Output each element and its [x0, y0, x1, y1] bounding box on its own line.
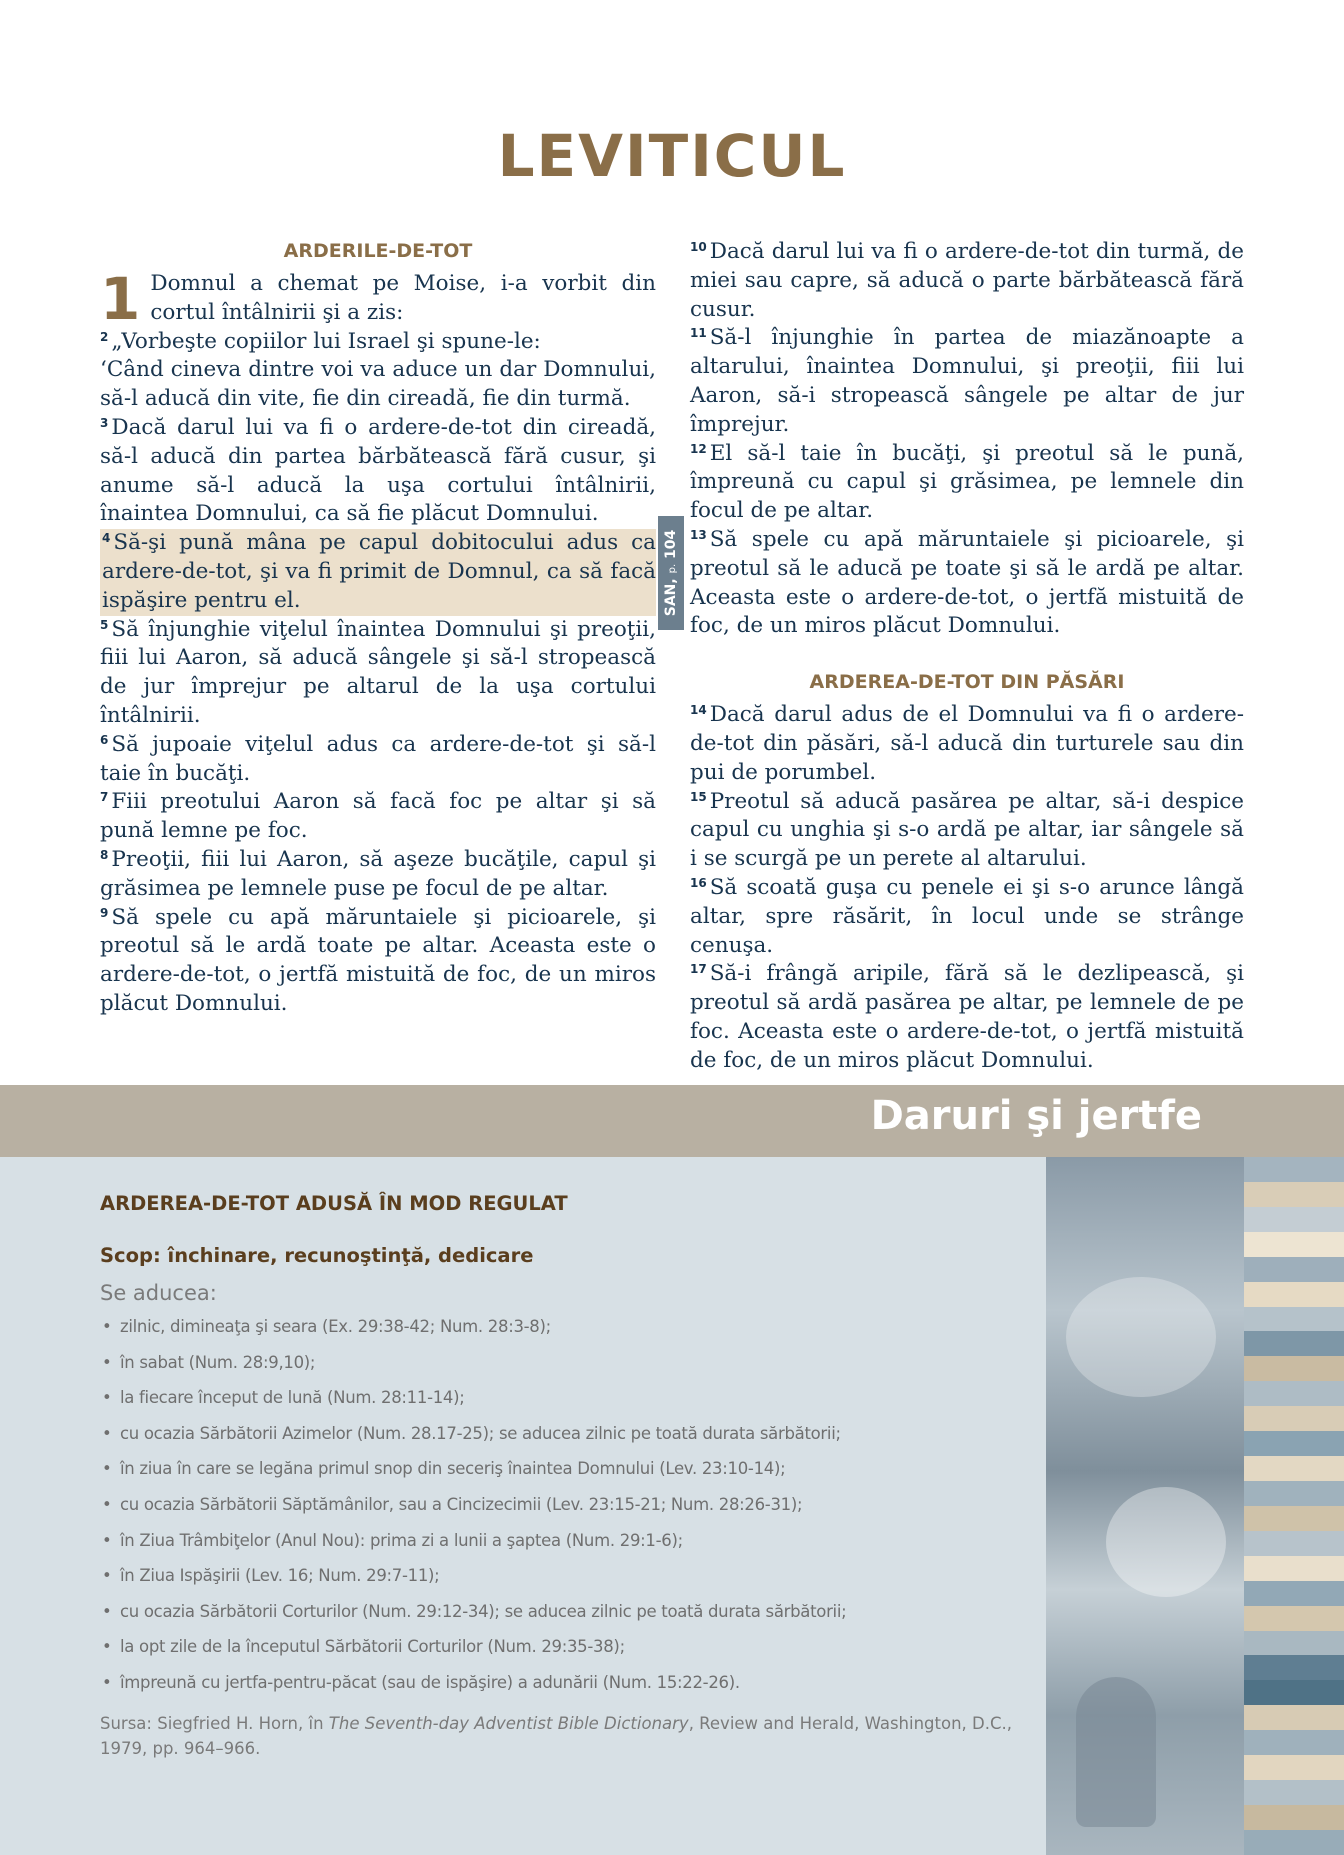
verse-13: $^{13}$ Să spele cu apă măruntaiele şi picioarele, şi preotul să le aducă pe toate şi să le ardă pe altar. Aceasta este o ardere-de-tot, o jertfă mistuită de foc, de un miros plăcut Domnului. — [690, 526, 1244, 639]
stripe — [1244, 1655, 1344, 1680]
stripe — [1244, 1606, 1344, 1631]
stripe — [1244, 1830, 1344, 1855]
stripe — [1244, 1257, 1344, 1282]
stripe — [1244, 1506, 1344, 1531]
stripe — [1244, 1805, 1344, 1830]
stripe — [1244, 1207, 1344, 1232]
sky-hands-photo — [1046, 1157, 1244, 1855]
list-item: • zilnic, dimineaţa şi seara (Ex. 29:38-42; Num. 28:3-8); — [100, 1309, 1030, 1345]
list-item: • în ziua în care se legăna primul snop din seceriş înaintea Domnului (Lev. 23:10-14); — [100, 1451, 1030, 1487]
stripe — [1244, 1307, 1344, 1332]
verse-11: $^{11}$ Să-l înjunghie în partea de miazănoapte a altarului, înaintea Domnului, şi preoţii, fiii lui Aaron, să-i stropească sângele pe altar de jur împrejur. — [690, 325, 1244, 437]
verse-15: $^{15}$ Preotul să aducă pasărea pe altar, să-i despice capul cu unghia şi s-o ardă pe altar, iar sângele să i se scurgă pe un perete al altarului. — [690, 788, 1244, 872]
list-item: • la opt zile de la începutul Sărbătorii Corturilor (Num. 29:35-38); — [100, 1629, 1030, 1665]
verse-8: $^8$ Preoţii, fiii lui Aaron, să aşeze bucăţile, capul şi grăsimea pe lemnele puse pe focul de pe altar. — [100, 846, 656, 901]
verse-7: $^7$ Fiii preotului Aaron să facă foc pe altar şi să pună lemne pe foc. — [100, 789, 656, 844]
verse-17: $^{17}$ Să-i frângă aripile, fără să le dezlipească, şi preotul să ardă pasărea pe altar, pe lemnele de pe foc. Aceasta este o ardere-de-tot, o jertfă mistuită de foc, de un miros plăcut Domnului. — [690, 961, 1244, 1073]
stripe — [1244, 1581, 1344, 1606]
verse-2: $^2$ „Vorbeşte copiilor lui Israel şi spune-le: — [100, 328, 541, 354]
stripe — [1244, 1730, 1344, 1755]
sidebar-content — [100, 1191, 1030, 1761]
stripe — [1244, 1182, 1344, 1207]
sidebar-purpose: Scop: închinare, recunoştinţă, dedicare — [100, 1244, 534, 1267]
verse-5: $^5$ Să înjunghie viţelul înaintea Domnului şi preoţii, fiii lui Aaron, să aducă sângele şi să-l stropească de jur împrejur pe altarul de la uşa cortului întâlnirii. — [100, 616, 656, 728]
list-item: • cu ocazia Sărbătorii Săptămânilor, sau a Cincizecimii (Lev. 23:15-21; Num. 28:26-31); — [100, 1487, 1030, 1523]
stripe — [1244, 1331, 1344, 1356]
verse-3: $^3$ Dacă darul lui va fi o ardere-de-tot din cireadă, să-l aducă din partea bărbătească fără cusur, şi anume să-l aducă la uşa cortului întâlnirii, înaintea Domnului, ca să fie plăcut Domnului. — [100, 414, 656, 527]
sidebar-title: Daruri şi jertfe — [870, 1093, 1202, 1139]
sidebar-title-band — [0, 1085, 1344, 1157]
chapter-number: 1 — [100, 265, 141, 333]
section-heading-burnt-offerings: ARDERILE-DE-TOT — [283, 240, 473, 262]
list-item: • cu ocazia Sărbătorii Corturilor (Num. 29:12-34); se aducea zilnic pe toată durata sărbătorii; — [100, 1594, 1030, 1630]
verse-12: $^{12}$ El să-l taie în bucăţi, şi preotul să le pună, împreună cu capul şi grăsimea, pe lemnele din focul de pe altar. — [690, 440, 1244, 524]
left-column — [100, 238, 656, 1019]
stripe — [1244, 1531, 1344, 1556]
stripe — [1244, 1680, 1344, 1705]
sidebar-intro: Se aducea: — [100, 1281, 217, 1305]
stripe — [1244, 1431, 1344, 1456]
stripe — [1244, 1780, 1344, 1805]
verse-2-cont: ‘Când cineva dintre voi va aduce un dar Domnului, să-l aducă din vite, fie din cireadă, fie din turmă. — [100, 357, 656, 412]
list-item: • în Ziua Trâmbiţelor (Anul Nou): prima zi a lunii a şaptea (Num. 29:1-6); — [100, 1523, 1030, 1559]
stripe — [1244, 1356, 1344, 1381]
stripe — [1244, 1406, 1344, 1431]
stripe — [1244, 1631, 1344, 1656]
list-item: • cu ocazia Sărbătorii Azimelor (Num. 28.17-25); se aducea zilnic pe toată durata sărbătorii; — [100, 1416, 1030, 1452]
stripe — [1244, 1232, 1344, 1257]
stripe — [1244, 1705, 1344, 1730]
sidebar-heading: ARDEREA-DE-TOT ADUSĂ ÎN MOD REGULAT — [100, 1192, 568, 1215]
decorative-stripes — [1244, 1157, 1344, 1855]
stripe — [1244, 1282, 1344, 1307]
verse-9: $^9$ Să spele cu apă măruntaiele şi picioarele, şi preotul să le ardă toate pe altar. Aceasta este o ardere-de-tot, o jertfă mistuită de foc, de un miros plăcut Domnului. — [100, 904, 656, 1016]
section-heading-bird-offerings: ARDEREA-DE-TOT DIN PĂSĂRI — [809, 671, 1125, 694]
stripe — [1244, 1381, 1344, 1406]
sidebar-panel — [0, 1157, 1344, 1855]
stripe — [1244, 1556, 1344, 1581]
right-column — [690, 238, 1244, 1076]
stripe — [1244, 1481, 1344, 1506]
verse-16: $^{16}$ Să scoată guşa cu penele ei şi s-o arunce lângă altar, spre răsărit, în locul unde se strânge cenuşa. — [690, 874, 1244, 958]
source-citation: Sursa: Siegfried H. Horn, în The Seventh-day Adventist Bible Dictionary, Review and Herald, Washington, D.C., 1979, pp. 964–966. — [100, 1713, 1012, 1758]
occasion-list — [100, 1309, 1030, 1701]
verse-1: 1 Domnul a chemat pe Moise, i-a vorbit din cortul întâlnirii şi a zis: — [100, 265, 656, 333]
verse-6: $^6$ Să jupoaie viţelul adus ca ardere-de-tot şi să-l taie în bucăţi. — [100, 731, 656, 786]
list-item: • în sabat (Num. 28:9,10); — [100, 1345, 1030, 1381]
list-item: • în Ziua Ispăşirii (Lev. 16; Num. 29:7-11); — [100, 1558, 1030, 1594]
stripe — [1244, 1755, 1344, 1780]
verse-4-highlighted: $^4$ Să-şi pună mâna pe capul dobitocului adus ca ardere-de-tot, şi va fi primit de Domnul, ca să facă ispăşire pentru el. — [100, 529, 656, 615]
stripe — [1244, 1157, 1344, 1182]
verse-10: $^{10}$ Dacă darul lui va fi o ardere-de-tot din turmă, de miei sau capre, să aducă o parte bărbătească fără cusur. — [690, 239, 1244, 322]
san-reference-tag[interactable]: SAN, p. 104 — [658, 516, 684, 630]
stripe — [1244, 1456, 1344, 1481]
book-title: LEVITICUL — [497, 122, 847, 190]
list-item: • la fiecare început de lună (Num. 28:11-14); — [100, 1380, 1030, 1416]
verse-14: $^{14}$ Dacă darul adus de el Domnului va fi o ardere-de-tot din păsări, să-l aducă din turturele sau din pui de porumbel. — [690, 702, 1244, 785]
list-item: • împreună cu jertfa-pentru-păcat (sau de ispăşire) a adunării (Num. 15:22-26). — [100, 1665, 1030, 1701]
